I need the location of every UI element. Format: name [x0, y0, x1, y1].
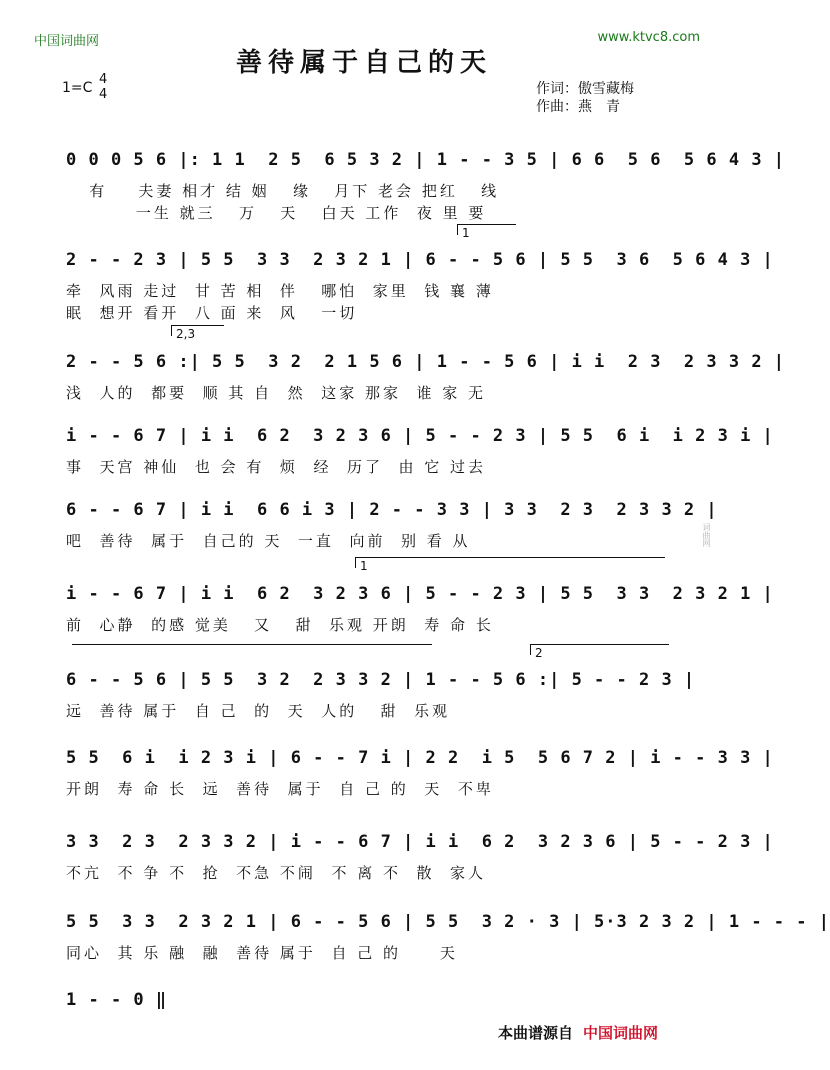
- time-sig-top: 4: [99, 72, 108, 87]
- lyrics-verse-1: 吧 善待 属于 自己的 天 一直 向前 别 看 从: [66, 532, 471, 550]
- side-watermark-left: [2, 0, 14, 1070]
- notation-line: 5 5 3 3 2 3 2 1 | 6 - - 5 6 | 5 5 3 2 · 3 | 5·3 2 3 2 | 1 - - - |: [66, 912, 830, 932]
- lyrics-verse-2: 一生 就三 万 天 白天 工作 夜 里 要: [66, 204, 487, 222]
- time-signature: [99, 72, 107, 102]
- source-credit: [498, 1022, 658, 1043]
- lyrics-verse-1: 不亢 不 争 不 抢 不急 不闹 不 离 不 散 家人: [66, 864, 487, 882]
- key-signature: 1=C: [62, 80, 93, 96]
- notation-line: 2 - - 2 3 | 5 5 3 3 2 3 2 1 | 6 - - 5 6 | 5 5 3 6 5 6 4 3 |: [66, 250, 774, 270]
- credits: [536, 80, 634, 116]
- notation-line: 1 - - 0 ‖: [66, 990, 168, 1010]
- notation-line: 3 3 2 3 2 3 3 2 | i - - 6 7 | i i 6 2 3 2 3 6 | 5 - - 2 3 |: [66, 832, 774, 852]
- notation-line: i - - 6 7 | i i 6 2 3 2 3 6 | 5 - - 2 3 | 5 5 3 3 2 3 2 1 |: [66, 584, 774, 604]
- lyricist: 作词：傲雪藏梅: [536, 81, 634, 97]
- song-title: 善待属于自己的天: [235, 48, 492, 78]
- volta-bracket-line-cont: [72, 644, 432, 645]
- notation-line: 6 - - 6 7 | i i 6 6 i 3 | 2 - - 3 3 | 3 3 2 3 2 3 3 2 |: [66, 500, 718, 520]
- notation-line: 6 - - 5 6 | 5 5 3 2 2 3 3 2 | 1 - - 5 6 :| 5 - - 2 3 |: [66, 670, 696, 690]
- site-name-watermark: 中国词曲网: [34, 34, 100, 49]
- volta-bracket-line: [355, 557, 665, 558]
- lyrics-verse-2: 眠 想开 看开 八 面 来 风 一切: [66, 304, 358, 322]
- lyrics-verse-1: 前 心静 的感 觉美 又 甜 乐观 开朗 寿 命 长: [66, 616, 494, 634]
- volta-1: 1: [457, 224, 516, 235]
- source-label: 本曲谱源自: [498, 1024, 574, 1042]
- volta-1-second: 1: [355, 558, 360, 568]
- notation-line: 0 0 0 5 6 |: 1 1 2 5 6 5 3 2 | 1 - - 3 5 | 6 6 5 6 5 6 4 3 |: [66, 150, 786, 170]
- volta-2-3: 2,3: [171, 325, 224, 336]
- site-url-watermark: www.ktvc8.com: [597, 30, 700, 45]
- lyrics-verse-1: 开朗 寿 命 长 远 善待 属于 自 己 的 天 不卑: [66, 780, 494, 798]
- source-brand[interactable]: 中国词曲网: [583, 1024, 659, 1042]
- notation-line: i - - 6 7 | i i 6 2 3 2 3 6 | 5 - - 2 3 | 5 5 6 i i 2 3 i |: [66, 426, 774, 446]
- lyrics-verse-1: 牵 风雨 走过 甘 苦 相 伴 哪怕 家里 钱 襄 薄: [66, 282, 494, 300]
- lyrics-verse-1: 同心 其 乐 融 融 善待 属于 自 己 的 天: [66, 944, 458, 962]
- lyrics-verse-1: 有 夫妻 相才 结 姻 缘 月下 老会 把红 线: [66, 182, 500, 200]
- composer: 作曲：燕 青: [536, 99, 620, 115]
- notation-line: 2 - - 5 6 :| 5 5 3 2 2 1 5 6 | 1 - - 5 6 | i i 2 3 2 3 3 2 |: [66, 352, 786, 372]
- time-sig-bottom: 4: [99, 87, 108, 102]
- volta-2: 2: [530, 644, 669, 655]
- lyrics-verse-1: 远 善待 属于 自 己 的 天 人的 甜 乐观: [66, 702, 451, 720]
- lyrics-verse-1: 浅 人的 都要 顺 其 自 然 这家 那家 谁 家 无: [66, 384, 487, 402]
- side-watermark-right: 词曲网: [702, 523, 711, 547]
- notation-line: 5 5 6 i i 2 3 i | 6 - - 7 i | 2 2 i 5 5 6 7 2 | i - - 3 3 |: [66, 748, 774, 768]
- lyrics-verse-1: 事 天宫 神仙 也 会 有 烦 经 历了 由 它 过去: [66, 458, 487, 476]
